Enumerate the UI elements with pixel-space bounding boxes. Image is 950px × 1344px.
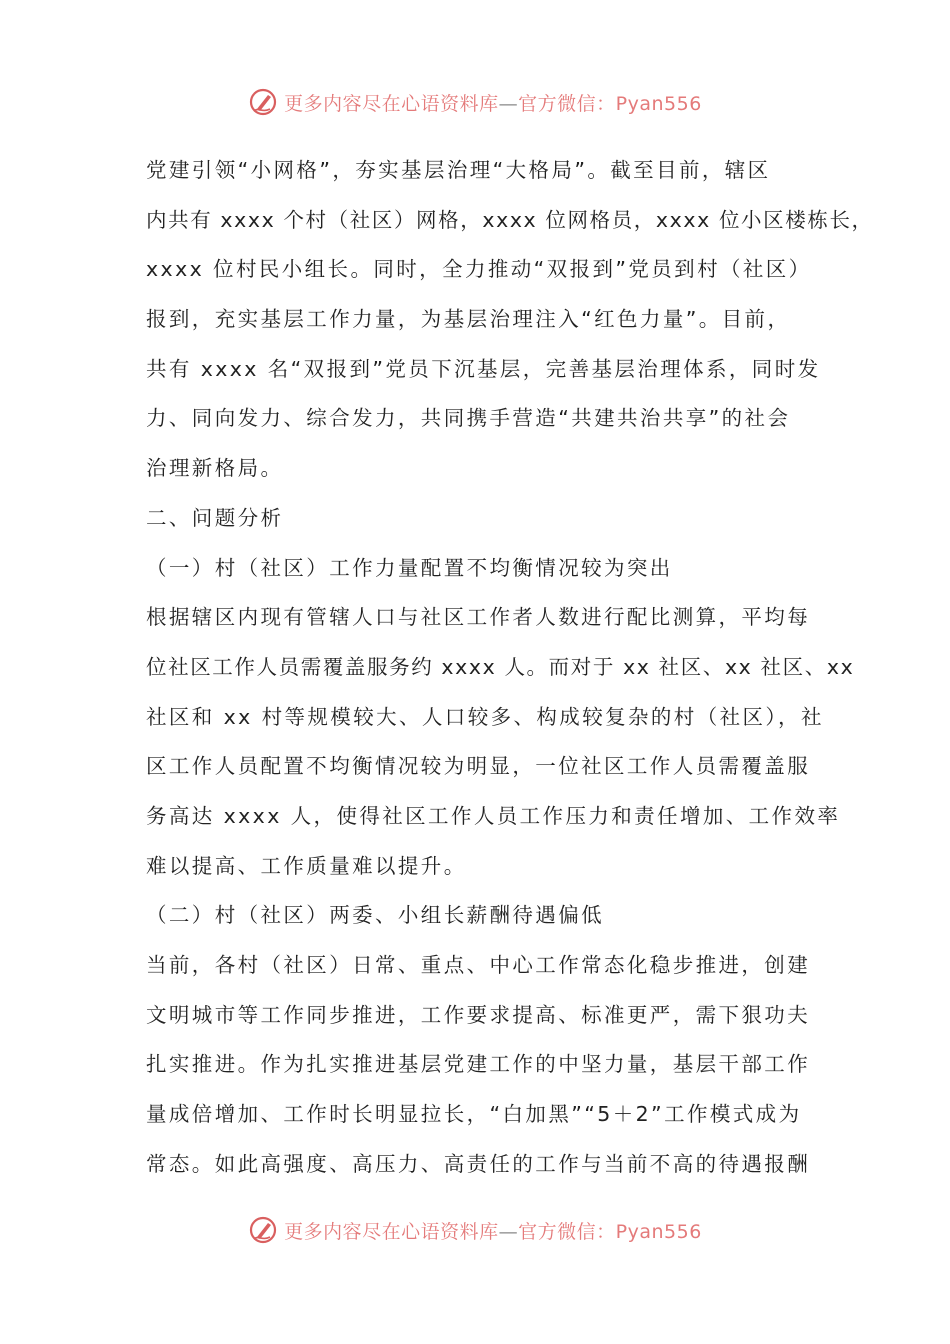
text-line: 报到，充实基层工作力量，为基层治理注入“红色力量”。目前， (146, 307, 791, 332)
text-line: 共有 xxxx 名“双报到”党员下沉基层，完善基层治理体系，同时发 (146, 356, 821, 381)
subsection-heading: （二）村（社区）两委、小组长薪酬待遇偏低 (146, 903, 604, 928)
pen-circle-logo-icon (248, 1215, 278, 1245)
watermark-text (284, 89, 702, 116)
text-line: 扎实推进。作为扎实推进基层党建工作的中坚力量，基层干部工作 (146, 1052, 811, 1077)
watermark-brand: 更多内容尽在心语资料库 (284, 1220, 499, 1243)
text-line: 位社区工作人员需覆盖服务约 xxxx 人。而对于 xx 社区、xx 社区、xx (146, 654, 855, 679)
text-line: 内共有 xxxx 个村（社区）网格，xxxx 位网格员，xxxx 位小区楼栋长， (146, 207, 874, 232)
text-line: 文明城市等工作同步推进，工作要求提高、标准更严，需下狠功夫 (146, 1002, 811, 1027)
section-heading: 二、问题分析 (146, 505, 284, 530)
watermark-text (284, 1217, 702, 1244)
text-line: 常态。如此高强度、高压力、高责任的工作与当前不高的待遇报酬 (146, 1151, 811, 1176)
subsection-heading: （一）村（社区）工作力量配置不均衡情况较为突出 (146, 555, 673, 580)
pen-circle-logo-icon (248, 87, 278, 117)
text-line: 治理新格局。 (146, 456, 284, 481)
text-line: 区工作人员配置不均衡情况较为明显，一位社区工作人员需覆盖服 (146, 754, 811, 779)
watermark-contact: 官方微信：Pyan556 (518, 1220, 702, 1243)
text-line: 力、同向发力、综合发力，共同携手营造“共建共治共享”的社会 (146, 406, 791, 431)
text-line: 社区和 xx 村等规模较大、人口较多、构成较复杂的村（社区），社 (146, 704, 824, 729)
watermark-contact: 官方微信：Pyan556 (518, 92, 702, 115)
document-body (146, 146, 874, 1189)
watermark-banner-top (0, 82, 950, 122)
watermark-separator: — (498, 92, 519, 115)
text-line: 当前，各村（社区）日常、重点、中心工作常态化稳步推进，创建 (146, 953, 811, 977)
watermark-separator: — (498, 1220, 519, 1243)
watermark-brand: 更多内容尽在心语资料库 (284, 92, 499, 115)
text-line: 难以提高、工作质量难以提升。 (146, 853, 467, 878)
text-line: xxxx 位村民小组长。同时，全力推动“双报到”党员到村（社区） (146, 257, 812, 282)
text-line: 量成倍增加、工作时长明显拉长，“白加黑”“5＋2”工作模式成为 (146, 1102, 802, 1127)
text-line: 党建引领“小网格”，夯实基层治理“大格局”。截至目前，辖区 (146, 158, 771, 182)
watermark-banner-bottom (0, 1210, 950, 1250)
text-line: 根据辖区内现有管辖人口与社区工作者人数进行配比测算，平均每 (146, 605, 811, 630)
text-line: 务高达 xxxx 人，使得社区工作人员工作压力和责任增加、工作效率 (146, 803, 841, 828)
